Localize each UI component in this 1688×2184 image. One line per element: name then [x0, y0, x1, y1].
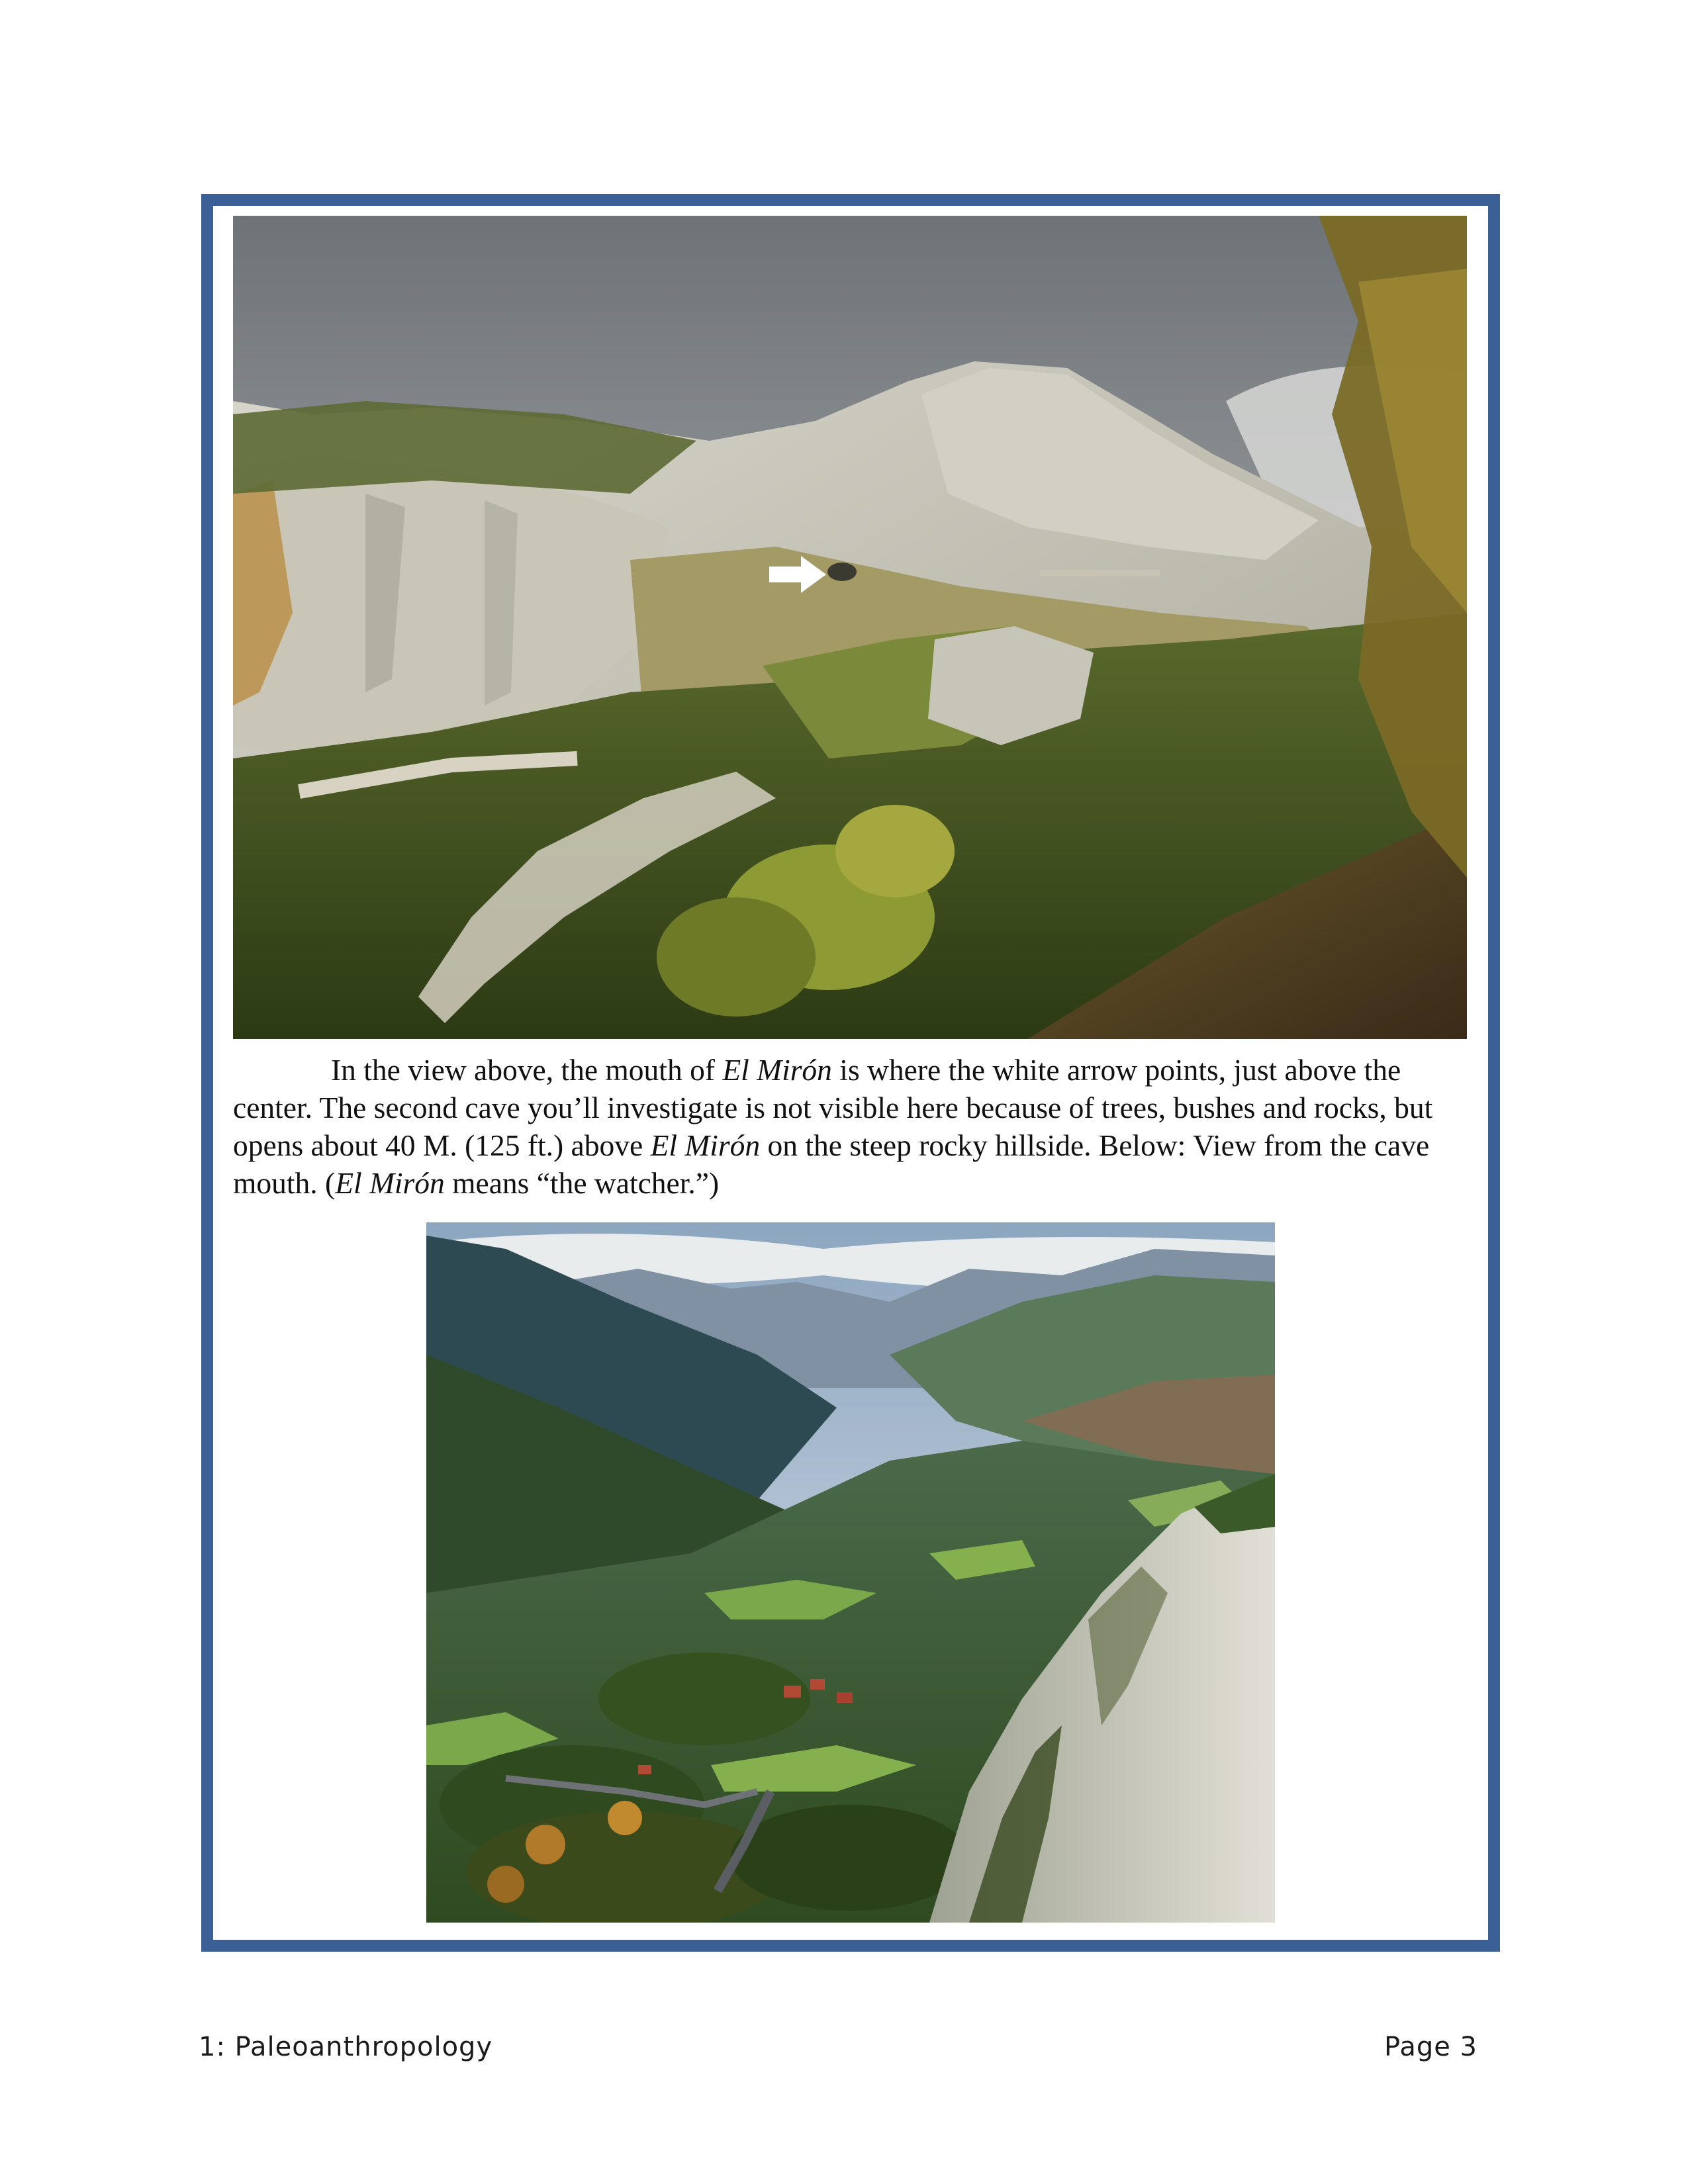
chapter-footer: 1: Paleoanthropology — [199, 2032, 493, 2062]
caption-part: on the steep rocky hillside. Below: View from the cave mouth. ( — [233, 1128, 1430, 1200]
caption-part: is where the white arrow points, just above the center. The second cave you’ll investigate is not visible here because of trees, bushes and rocks, but opens about 40 M. (125 ft.) above — [233, 1053, 1433, 1162]
valley-photo — [426, 1222, 1275, 1923]
cliff-photo — [233, 216, 1467, 1039]
cliff-photo-graphic — [233, 216, 1467, 1039]
caption-part: means “the watcher.”) — [444, 1166, 720, 1200]
caption-text — [233, 1051, 1467, 1202]
valley-photo-graphic — [426, 1222, 1275, 1923]
site-name: El Mirón — [335, 1166, 445, 1200]
site-name: El Mirón — [722, 1053, 832, 1087]
caption-part: In the view above, the mouth of — [331, 1053, 723, 1087]
page-number: Page 3 — [1384, 2032, 1477, 2062]
site-name: El Mirón — [650, 1128, 761, 1162]
